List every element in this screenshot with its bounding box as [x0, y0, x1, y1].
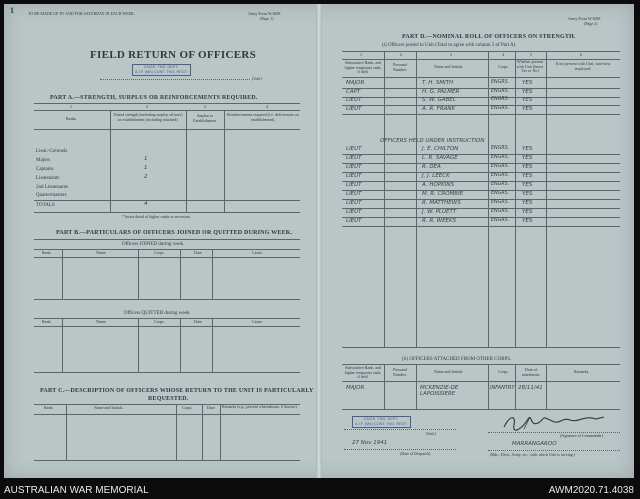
- roll-corps: ENGRS.: [491, 105, 510, 111]
- unit-stamp-left: ENGR. TNG. DEPT. A.I.F. (MX) CONT. TNG. REGT.: [132, 64, 191, 76]
- roll-rank: LIEUT: [346, 200, 362, 206]
- archive-footer: [0, 482, 640, 499]
- roll-name: J. J. LEECK: [422, 173, 450, 179]
- archive-accession-number: AWM2020.71.4038: [548, 485, 634, 496]
- roll-name: T. H. SMITH: [422, 80, 454, 86]
- other-corps-date: 28/11/41: [518, 385, 543, 391]
- right-page: [322, 4, 634, 478]
- part-d-col-head: Substantive Rank, and higher temporary rank, if held.: [344, 60, 382, 74]
- section-ii-label: (ii) OFFICERS ATTACHED FROM OTHER CORPS.: [402, 357, 512, 362]
- part-b-rule: [34, 326, 300, 327]
- page-label-right: (Page 2): [584, 21, 598, 26]
- roll-name: M. R. CROMBIE: [422, 191, 464, 197]
- serving-location: MARRANGAROO: [512, 441, 557, 447]
- part-b-col-head: Date.: [194, 250, 203, 255]
- totals-label: TOTALS: [36, 203, 55, 208]
- part-b-rule: [34, 299, 300, 300]
- part-a-heading: PART A.—STRENGTH, SURPLUS OR REINFORCEMENTS REQUIRED.: [50, 95, 258, 101]
- section-ii-colrule: [546, 364, 547, 409]
- part-a-colnum: 4: [266, 104, 268, 109]
- roll-row-rule: [342, 199, 620, 200]
- roll-rank: LIEUT: [346, 97, 362, 103]
- roll-corps: ENGRS.: [491, 218, 510, 223]
- roll-present: YES: [522, 182, 533, 188]
- part-c-rule: [34, 414, 300, 415]
- army-form-right: Army Form W.3008: [568, 16, 601, 21]
- despatch-date: 27 Nov 1941: [352, 440, 388, 446]
- part-a-colnum: 2: [146, 104, 148, 109]
- page-label-left: (Page 1): [260, 16, 274, 21]
- roll-name: R. R. WEEKS: [422, 218, 457, 224]
- part-b-rule: [34, 257, 300, 258]
- section-ii-col-head: Personal Number.: [393, 367, 407, 377]
- part-d-col-head: If not present with Unit, state how employed.: [555, 61, 611, 71]
- part-b-col-head: Cause.: [252, 250, 263, 255]
- section-i-label: (i) Officers posted to Unit (Total to agree with column 2 of Part A).: [382, 43, 517, 48]
- roll-row-rule: [342, 208, 620, 209]
- roll-rank: LIEUT: [346, 105, 362, 112]
- part-b-colrule: [180, 318, 181, 372]
- section-ii-col-head: Substantive Rank, and higher temporary rank, if held.: [344, 365, 382, 379]
- section-ii-colrule: [384, 364, 385, 409]
- part-d-col-head: Personal Number.: [393, 62, 407, 72]
- part-b-col-head: Cause.: [252, 319, 263, 324]
- roll-row-rule: [342, 163, 620, 164]
- part-d-rule: [342, 347, 620, 348]
- part-c-colrule: [220, 404, 221, 460]
- roll-corps: ENGRS.: [491, 88, 510, 94]
- roll-present: YES: [522, 80, 533, 86]
- part-b-colrule: [62, 318, 63, 372]
- part-c-colrule: [176, 404, 177, 460]
- part-d-colnum: 2: [400, 52, 402, 57]
- part-b-col-head: Corps.: [154, 319, 165, 324]
- roll-row-rule: [342, 190, 620, 191]
- rank-label: Quartermasters: [36, 193, 67, 198]
- part-b-colrule: [180, 249, 181, 299]
- roll-corps: ENGRS.: [491, 191, 510, 196]
- roll-rank: LIEUT: [346, 164, 362, 170]
- roll-row-rule: [342, 154, 620, 155]
- despatch-label: (Date of Despatch): [400, 451, 431, 456]
- part-c-col-head: Corps.: [182, 405, 193, 410]
- part-b-col-head: Name.: [96, 319, 107, 324]
- part-b-col-head: Rank.: [42, 250, 52, 255]
- roll-present: YES: [522, 146, 533, 152]
- top-note: TO BE MADE UP TO AND FOR SATURDAY IN EACH WEEK.: [28, 11, 135, 16]
- part-b-colrule: [212, 249, 213, 299]
- part-b-col-head: Rank.: [42, 319, 52, 324]
- joined-caption: Officers JOINED during week.: [122, 242, 185, 247]
- roll-present: YES: [522, 200, 533, 206]
- rank-count: 2: [144, 174, 148, 180]
- unit-label-left: (Unit): [252, 76, 262, 81]
- part-a-rule: [34, 110, 300, 111]
- roll-corps: ENGRS.: [491, 182, 510, 187]
- roll-row-rule: [342, 172, 620, 173]
- despatch-line: [344, 449, 456, 450]
- part-a-rule: [34, 103, 300, 104]
- roll-row-rule: [342, 88, 620, 89]
- part-a-colrule: [186, 110, 187, 212]
- roll-present: YES: [522, 155, 533, 161]
- section-ii-col-head: Corps.: [498, 369, 509, 374]
- part-b-colrule: [138, 249, 139, 299]
- roll-corps: ENGRS.: [491, 146, 510, 151]
- roll-rank: LIEUT: [346, 218, 362, 224]
- part-b-colrule: [138, 318, 139, 372]
- rank-label: Lieut.-Colonels: [36, 149, 68, 154]
- part-c-colrule: [202, 404, 203, 460]
- part-c-heading-1: PART C.—DESCRIPTION OF OFFICERS WHOSE RETURN TO THE UNIT IS PARTICULARLY: [40, 388, 314, 394]
- section-ii-colrule: [416, 364, 417, 409]
- roll-name: J. E. CHILTON: [422, 146, 459, 152]
- other-corps-name: MCKENZIE-DE LAPOISSIERE: [420, 385, 459, 397]
- part-d-colnum: 4: [502, 52, 504, 57]
- roll-rank: LIEUT: [346, 191, 362, 197]
- roll-present: YES: [522, 191, 533, 197]
- part-a-col-head-surplus: Surplus to Establishment.: [193, 113, 217, 123]
- part-b-col-head: Name.: [96, 250, 107, 255]
- left-page: [4, 4, 316, 478]
- field-return-sheet: [4, 4, 634, 478]
- attached-caption: OFFICERS HELD UNDER INSTRUCTION: [380, 138, 485, 144]
- part-d-col-head: Whether present with Unit (Insert Yes or No): [516, 59, 544, 73]
- part-a-rule: [34, 212, 300, 213]
- section-ii-colrule: [488, 364, 489, 409]
- corner-mark: 1: [10, 6, 14, 15]
- roll-name: R. MATTHEWS: [422, 200, 461, 206]
- section-ii-col-head: Remarks.: [574, 369, 590, 374]
- roll-row-rule: [342, 181, 620, 182]
- rank-label: Lieutenants: [36, 176, 60, 181]
- roll-rank: MAJOR: [346, 80, 365, 86]
- part-d-colnum: 3: [450, 52, 452, 57]
- roll-row-rule: [342, 226, 620, 227]
- roll-present: YES: [522, 173, 533, 179]
- roll-present: YES: [522, 164, 533, 170]
- roll-rank: LIEUT: [346, 155, 362, 161]
- part-b-col-head: Date.: [194, 319, 203, 324]
- unit-label-right: (Unit): [426, 431, 436, 436]
- unit-stamp-right: ENGR. TNG. DEPT. A.I.F. (MX) CONT. TNG. REGT.: [352, 416, 411, 428]
- rank-label: Captains: [36, 167, 54, 172]
- part-a-col-head-posted: Posted strength (including surplus officers) on establishment (including attached).: [113, 112, 183, 122]
- part-a-col-head-reinforcements: Reinforcements required (i.e. deficiencies on establishment).: [227, 112, 299, 122]
- part-b-col-head: Corps.: [154, 250, 165, 255]
- part-a-col-head-ranks: Ranks.: [66, 116, 77, 121]
- location-line: [488, 450, 620, 451]
- part-d-colnum: 1: [360, 52, 362, 57]
- roll-row-rule: [342, 105, 620, 106]
- rank-count: 1: [144, 156, 148, 162]
- roll-present: YES: [522, 218, 533, 224]
- roll-rank: LIEUT: [346, 146, 362, 152]
- other-corps-rank: MAJOR: [346, 385, 365, 391]
- part-b-heading: PART B.—PARTICULARS OF OFFICERS JOINED OR QUITTED DURING WEEK.: [56, 230, 293, 236]
- part-d-heading: PART D.—NOMINAL ROLL OF OFFICERS ON STRENGTH.: [402, 34, 576, 40]
- army-form-left: Army Form W.3008: [248, 11, 281, 16]
- part-a-rule: [34, 129, 300, 130]
- section-ii-rule: [342, 409, 620, 410]
- part-c-heading-2: REQUESTED.: [148, 396, 189, 402]
- unit-line-right: [344, 429, 456, 430]
- rank-count: 1: [144, 165, 148, 171]
- roll-corps: ENGRS.: [491, 97, 510, 102]
- roll-row-rule: [342, 97, 620, 98]
- roll-present: YES: [522, 105, 533, 112]
- form-title: FIELD RETURN OF OFFICERS: [90, 49, 257, 61]
- roll-name: H. G. PALMER: [422, 88, 460, 95]
- part-c-rule: [34, 460, 300, 461]
- part-a-colrule: [110, 110, 111, 212]
- rank-label: Majors: [36, 158, 51, 163]
- roll-corps: ENGRS.: [491, 200, 510, 205]
- roll-row-rule: [342, 114, 620, 115]
- part-c-col-head: Name and Initials.: [94, 405, 124, 410]
- roll-name: J. W. PLUETT: [422, 209, 457, 215]
- other-corps-corps: INFANTRY: [490, 385, 515, 391]
- part-d-col-head: Name and Initials.: [434, 64, 464, 69]
- rank-label: 2nd Lieutenants: [36, 185, 69, 190]
- section-ii-col-head: Name and Initials.: [434, 369, 464, 374]
- part-d-col-head: Corps.: [498, 64, 509, 69]
- roll-present: YES: [522, 209, 533, 215]
- roll-name: S. W. GABEL: [422, 97, 456, 103]
- roll-rank: LIEUT: [346, 209, 362, 215]
- commander-signature: [500, 411, 610, 433]
- roll-name: R. DEA: [422, 164, 441, 170]
- part-d-colnum: 6: [580, 52, 582, 57]
- part-c-colrule: [66, 404, 67, 460]
- unit-line-left: [100, 79, 250, 80]
- roll-name: A. HOPKINS: [422, 182, 454, 188]
- roll-corps: ENGRS.: [491, 155, 510, 160]
- roll-present: YES: [522, 88, 533, 95]
- roll-rank: LIEUT: [346, 173, 362, 179]
- part-b-colrule: [212, 318, 213, 372]
- part-b-colrule: [62, 249, 63, 299]
- roll-corps: ENGRS.: [491, 80, 510, 85]
- part-c-col-head: Date.: [207, 405, 216, 410]
- part-c-col-head: Remarks (e.g., present whereabouts, if known).: [222, 404, 298, 409]
- part-a-colnum: 3: [204, 104, 206, 109]
- part-a-colnum: 1: [70, 104, 72, 109]
- location-label: (Bde., Divn., Army, etc., with which Unit is serving.): [490, 452, 576, 457]
- roll-name: L. R. SAVAGE: [422, 155, 458, 161]
- archive-name: AUSTRALIAN WAR MEMORIAL: [4, 485, 149, 496]
- roll-present: YES: [522, 97, 533, 103]
- quitted-caption: Officers QUITTED during week.: [124, 311, 191, 316]
- totals-value: 4: [144, 201, 148, 207]
- part-a-footnote: * Insert detail of higher ranks as necessary.: [122, 214, 191, 219]
- roll-rank: CAPT: [346, 88, 361, 95]
- roll-corps: ENGRS.: [491, 209, 510, 214]
- section-ii-col-head: Date of attachment.: [521, 367, 541, 377]
- roll-row-rule: [342, 217, 620, 218]
- roll-corps: ENGRS.: [491, 173, 510, 178]
- part-b-rule: [34, 372, 300, 373]
- roll-rank: LIEUT: [346, 182, 362, 188]
- roll-corps: ENGRS.: [491, 164, 510, 169]
- part-b-rule: [34, 239, 300, 240]
- part-a-rule: [34, 200, 300, 201]
- part-a-colrule: [224, 110, 225, 212]
- roll-name: A. R. FRANK: [422, 105, 456, 112]
- part-d-colnum: 5: [530, 52, 532, 57]
- signature-label: (Signature of Commander): [560, 433, 604, 438]
- part-c-col-head: Rank.: [44, 405, 54, 410]
- section-ii-colrule: [515, 364, 516, 409]
